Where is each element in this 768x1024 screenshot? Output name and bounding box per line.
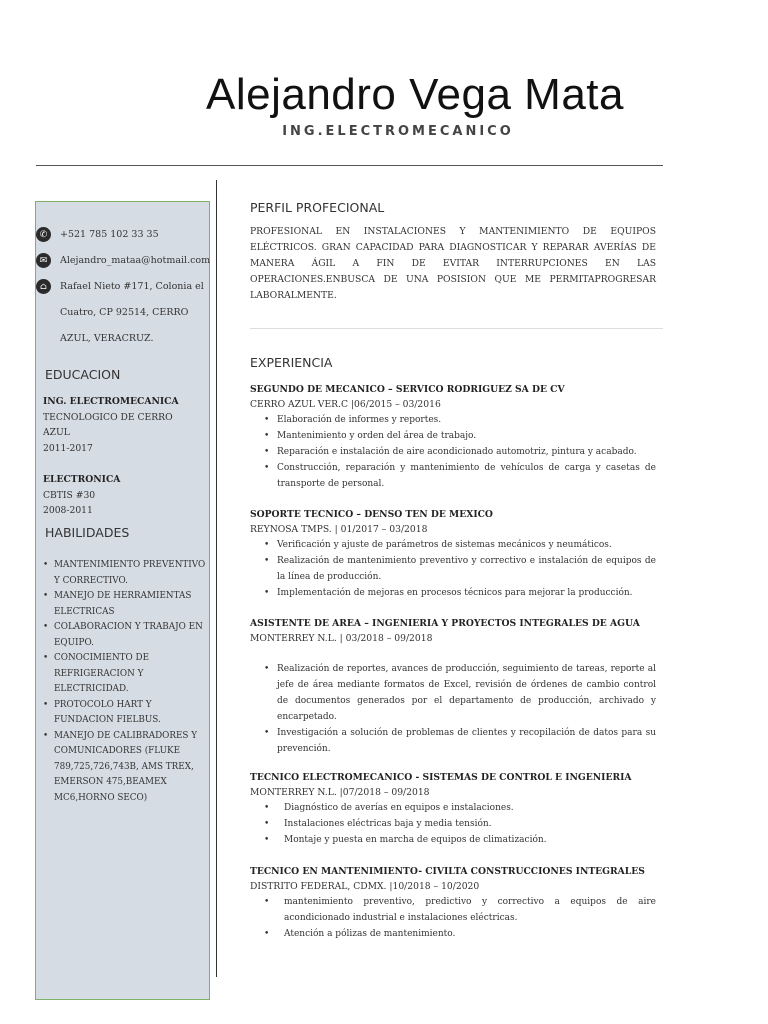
skills-list xyxy=(43,558,211,806)
years: 2011-2017 xyxy=(43,442,93,454)
degree: ELECTRONICA xyxy=(43,474,121,485)
phone-icon: ✆ xyxy=(36,227,51,242)
job-bullet: • mantenimiento preventivo, predictivo y correctivo a equipos de aire acondicionado industrial e instalaciones eléctricas. xyxy=(250,894,656,926)
skill-item: • MANEJO DE HERRAMIENTAS ELECTRICAS xyxy=(43,589,211,620)
candidate-title: ING.ELECTROMECANICO xyxy=(282,124,514,139)
job-bullet: • Instalaciones eléctricas baja y media tensión. xyxy=(250,816,656,832)
job-bullet: • Realización de mantenimiento preventivo y correctivo e instalación de equipos de la línea de producción. xyxy=(250,553,656,585)
skill-item: • MANEJO DE CALIBRADORES Y COMUNICADORES (FLUKE 789,725,726,743B, AMS TREX, EMERSON 475,BEAMEX MC6,HORNO SECO) xyxy=(43,729,211,807)
candidate-name: Alejandro Vega Mata xyxy=(205,70,624,119)
degree: ING. ELECTROMECANICA xyxy=(43,396,179,407)
job-title: SOPORTE TECNICO – DENSO TEN DE MEXICO xyxy=(250,509,493,520)
contact-email xyxy=(36,253,210,268)
school: CBTIS #30 xyxy=(43,489,96,501)
job-bullet: • Atención a pólizas de mantenimiento. xyxy=(250,926,656,942)
job-title: TECNICO EN MANTENIMIENTO- CIVILTA CONSTRUCCIONES INTEGRALES xyxy=(250,866,645,877)
job-bullet: • Implementación de mejoras en procesos técnicos para mejorar la producción. xyxy=(250,585,656,601)
job-meta: MONTERREY N.L. | 03/2018 – 09/2018 xyxy=(250,633,433,644)
sidebar xyxy=(35,201,210,1000)
experience-heading: EXPERIENCIA xyxy=(250,355,333,370)
contact-address xyxy=(36,279,204,294)
job-bullet: • Montaje y puesta en marcha de equipos de climatización. xyxy=(250,832,656,848)
job-bullets xyxy=(250,537,656,601)
job-title: TECNICO ELECTROMECANICO - SISTEMAS DE CONTROL E INGENIERIA xyxy=(250,772,632,783)
skills-heading: HABILIDADES xyxy=(45,525,130,540)
job-entry xyxy=(250,770,656,848)
column-divider xyxy=(216,180,217,977)
profile-text: PROFESIONAL EN INSTALACIONES Y MANTENIMIENTO DE EQUIPOS ELÉCTRICOS. GRAN CAPACIDAD PARA DIAGNOSTICAR Y REPARAR AVERÍAS DE MANERA ÁGIL A FIN DE EVITAR INTERRUPCIONES EN LAS OPERACIONES.ENBUSCA DE UNA POSISION QUE ME PERMITAPROGRESAR LABORALMENTE. xyxy=(250,226,656,301)
skill-item: • MANTENIMIENTO PREVENTIVO Y CORRECTIVO. xyxy=(43,558,211,589)
contact-phone xyxy=(36,227,159,242)
email-text: Alejandro_mataa@hotmail.com xyxy=(60,255,211,266)
school: TECNOLOGICO DE CERRO xyxy=(43,411,173,423)
job-entry xyxy=(250,382,656,492)
job-meta: DISTRITO FEDERAL, CDMX. |10/2018 – 10/2020 xyxy=(250,881,480,892)
job-meta: CERRO AZUL VER.C |06/2015 – 03/2016 xyxy=(250,399,441,410)
job-bullets xyxy=(250,412,656,492)
email-icon: ✉ xyxy=(36,253,51,268)
education-entry xyxy=(43,472,208,519)
phone-text: +521 785 102 33 35 xyxy=(60,229,159,240)
job-bullet: • Elaboración de informes y reportes. xyxy=(250,412,656,428)
education-entry xyxy=(43,394,208,456)
job-bullet: • Realización de reportes, avances de producción, seguimiento de tareas, reporte al jefe de área mediante formatos de Excel, revisión de órdenes de cambio control de documentos generados por el departamento de producción, archivado y encarpetado. xyxy=(250,661,656,725)
job-entry xyxy=(250,864,656,942)
home-icon: ⌂ xyxy=(36,279,51,294)
skill-item: • COLABORACION Y TRABAJO EN EQUIPO. xyxy=(43,620,211,651)
job-meta: MONTERREY N.L. |07/2018 – 09/2018 xyxy=(250,787,430,798)
address-line-2: Cuatro, CP 92514, CERRO xyxy=(60,307,189,318)
job-entry xyxy=(250,616,656,757)
job-meta: REYNOSA TMPS. | 01/2017 – 03/2018 xyxy=(250,524,428,535)
skill-item: • CONOCIMIENTO DE REFRIGERACION Y ELECTRICIDAD. xyxy=(43,651,211,698)
job-bullet: • Verificación y ajuste de parámetros de sistemas mecánicos y neumáticos. xyxy=(250,537,656,553)
profile-heading: PERFIL PROFECIONAL xyxy=(250,200,385,215)
job-bullets xyxy=(250,894,656,942)
skill-item: • PROTOCOLO HART Y FUNDACION FIELBUS. xyxy=(43,698,211,729)
job-entry xyxy=(250,507,656,601)
section-divider xyxy=(250,328,663,329)
job-bullets xyxy=(250,800,656,848)
job-bullets xyxy=(250,661,656,757)
job-bullet: • Construcción, reparación y mantenimiento de vehículos de carga y casetas de transporte de personal. xyxy=(250,460,656,492)
job-bullet: • Mantenimiento y orden del área de trabajo. xyxy=(250,428,656,444)
job-title: ASISTENTE DE AREA – INGENIERIA Y PROYECTOS INTEGRALES DE AGUA xyxy=(250,618,640,629)
job-title: SEGUNDO DE MECANICO – SERVICO RODRIGUEZ SA DE CV xyxy=(250,384,565,395)
address-line-1: Rafael Nieto #171, Colonia el xyxy=(60,281,204,292)
job-bullet: • Investigación a solución de problemas de clientes y recopilación de datos para su prevención. xyxy=(250,725,656,757)
school: AZUL xyxy=(43,427,70,438)
job-bullet: • Diagnóstico de averías en equipos e instalaciones. xyxy=(250,800,656,816)
header-divider xyxy=(36,165,663,166)
address-line-3: AZUL, VERACRUZ. xyxy=(60,333,154,344)
job-bullet: • Reparación e instalación de aire acondicionado automotriz, pintura y acabado. xyxy=(250,444,656,460)
education-heading: EDUCACION xyxy=(45,367,121,382)
years: 2008-2011 xyxy=(43,505,93,516)
